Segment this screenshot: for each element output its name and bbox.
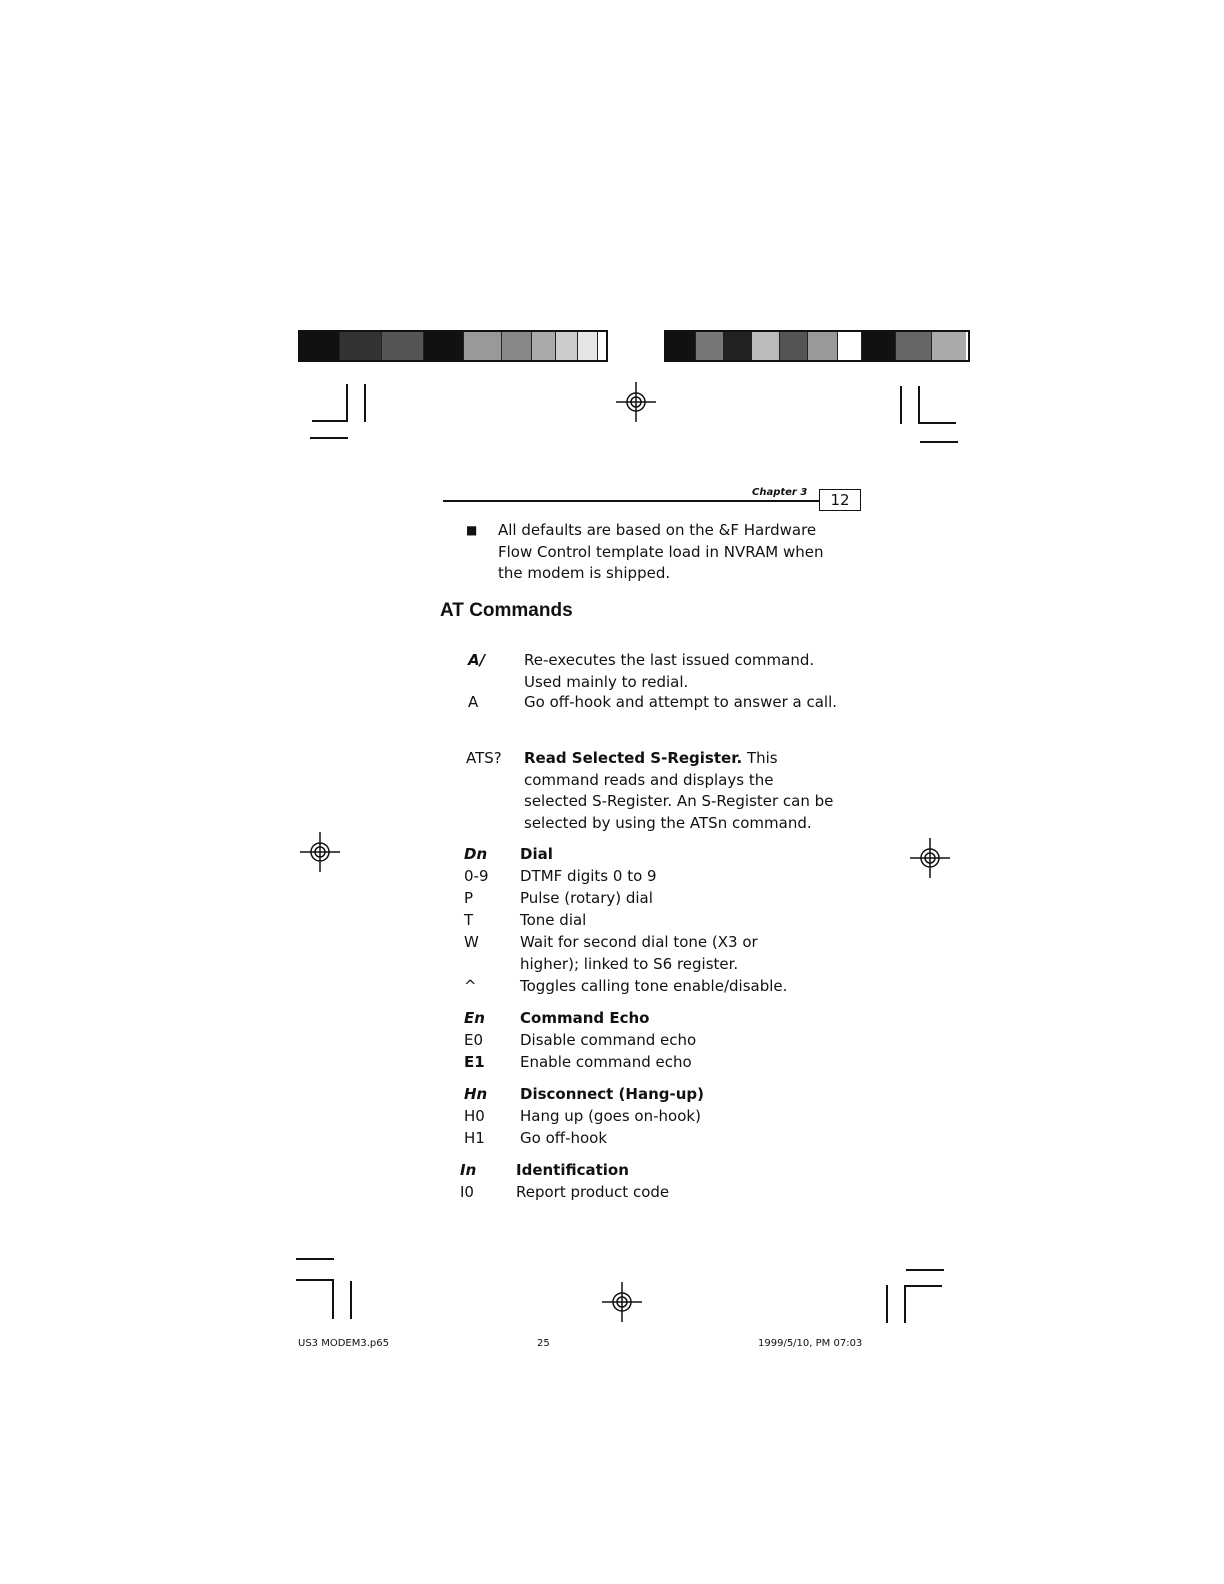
command-desc-wrap bbox=[524, 748, 834, 834]
group-item bbox=[464, 932, 864, 976]
crop-mark bbox=[886, 1285, 888, 1323]
header-rule bbox=[443, 500, 820, 502]
command-desc: This command reads and displays the selected S-Register. An S-Register can be selected by using the ATSn command. bbox=[524, 749, 834, 832]
group-item bbox=[460, 1182, 860, 1204]
item-key: E1 bbox=[464, 1053, 485, 1071]
item-desc: Wait for second dial tone (X3 or higher); linked to S6 register. bbox=[520, 933, 758, 973]
calibration-bar-right bbox=[664, 330, 970, 362]
bullet-icon: ■ bbox=[466, 523, 478, 537]
command-key: A bbox=[468, 693, 479, 711]
group-title: Disconnect (Hang-up) bbox=[520, 1085, 704, 1103]
command-key: A/ bbox=[468, 651, 486, 669]
group-header bbox=[464, 1084, 864, 1106]
group-title: Dial bbox=[520, 845, 553, 863]
footer-file-name: US3 MODEM3.p65 bbox=[298, 1338, 389, 1349]
group-header bbox=[460, 1160, 860, 1182]
item-key: H1 bbox=[464, 1129, 485, 1147]
item-key: W bbox=[464, 933, 479, 951]
command-desc: Go off-hook and attempt to answer a call. bbox=[524, 693, 838, 711]
crop-mark bbox=[904, 1285, 942, 1287]
item-desc: DTMF digits 0 to 9 bbox=[520, 867, 657, 885]
crop-mark bbox=[350, 1281, 352, 1319]
crop-mark bbox=[312, 420, 348, 422]
crop-mark bbox=[906, 1269, 944, 1271]
group-item bbox=[464, 910, 864, 932]
command-entry bbox=[468, 650, 868, 694]
page-number-box: 12 bbox=[819, 489, 861, 511]
item-key: E0 bbox=[464, 1031, 484, 1049]
group-header bbox=[464, 1008, 864, 1030]
group-key: Dn bbox=[464, 845, 488, 863]
crop-mark bbox=[918, 386, 920, 424]
crop-mark bbox=[346, 384, 348, 422]
group-title: Identification bbox=[516, 1161, 629, 1179]
item-desc: Tone dial bbox=[520, 911, 587, 929]
group-item bbox=[464, 866, 864, 888]
crop-mark bbox=[904, 1285, 906, 1323]
item-key: H0 bbox=[464, 1107, 485, 1125]
command-title: Read Selected S-Register. bbox=[524, 749, 743, 767]
crop-mark bbox=[364, 384, 366, 422]
intro-bullet bbox=[466, 520, 846, 585]
item-desc: Enable command echo bbox=[520, 1053, 692, 1071]
item-desc: Go off-hook bbox=[520, 1129, 608, 1147]
crop-mark bbox=[900, 386, 902, 424]
footer-timestamp: 1999/5/10, PM 07:03 bbox=[758, 1338, 863, 1349]
item-key: 0-9 bbox=[464, 867, 489, 885]
group-item bbox=[464, 976, 864, 998]
registration-mark-icon bbox=[298, 830, 342, 874]
crop-mark bbox=[310, 437, 348, 439]
group-item bbox=[464, 888, 864, 910]
crop-mark bbox=[296, 1279, 334, 1281]
group-key: In bbox=[460, 1161, 477, 1179]
group-item bbox=[464, 1106, 864, 1128]
section-title: AT Commands bbox=[440, 600, 573, 621]
registration-mark-icon bbox=[908, 836, 952, 880]
item-desc: Toggles calling tone enable/disable. bbox=[520, 977, 788, 995]
group-item bbox=[464, 1030, 864, 1052]
chapter-label: Chapter 3 bbox=[752, 487, 808, 498]
group-header bbox=[464, 844, 864, 866]
item-desc: Report product code bbox=[516, 1183, 670, 1201]
command-entry bbox=[468, 692, 868, 736]
crop-mark bbox=[920, 441, 958, 443]
item-key: P bbox=[464, 889, 474, 907]
registration-mark-icon bbox=[600, 1280, 644, 1324]
crop-mark bbox=[332, 1279, 334, 1319]
crop-mark bbox=[918, 422, 956, 424]
group-key: Hn bbox=[464, 1085, 488, 1103]
item-key: ^ bbox=[464, 977, 477, 995]
registration-mark-icon bbox=[614, 380, 658, 424]
footer-page-number: 25 bbox=[537, 1338, 550, 1349]
group-title: Command Echo bbox=[520, 1009, 650, 1027]
bullet-text: All defaults are based on the &F Hardware Flow Control template load in NVRAM when the modem is shipped. bbox=[498, 521, 824, 582]
group-item bbox=[464, 1052, 864, 1074]
item-key: T bbox=[464, 911, 474, 929]
command-entry bbox=[466, 748, 866, 838]
item-desc: Hang up (goes on-hook) bbox=[520, 1107, 701, 1125]
command-desc: Re-executes the last issued command. Used mainly to redial. bbox=[524, 651, 815, 691]
group-key: En bbox=[464, 1009, 485, 1027]
command-key: ATS? bbox=[466, 749, 502, 767]
calibration-bar-left bbox=[298, 330, 608, 362]
item-desc: Pulse (rotary) dial bbox=[520, 889, 653, 907]
group-item bbox=[464, 1128, 864, 1150]
crop-mark bbox=[296, 1258, 334, 1260]
item-desc: Disable command echo bbox=[520, 1031, 697, 1049]
item-key: I0 bbox=[460, 1183, 474, 1201]
